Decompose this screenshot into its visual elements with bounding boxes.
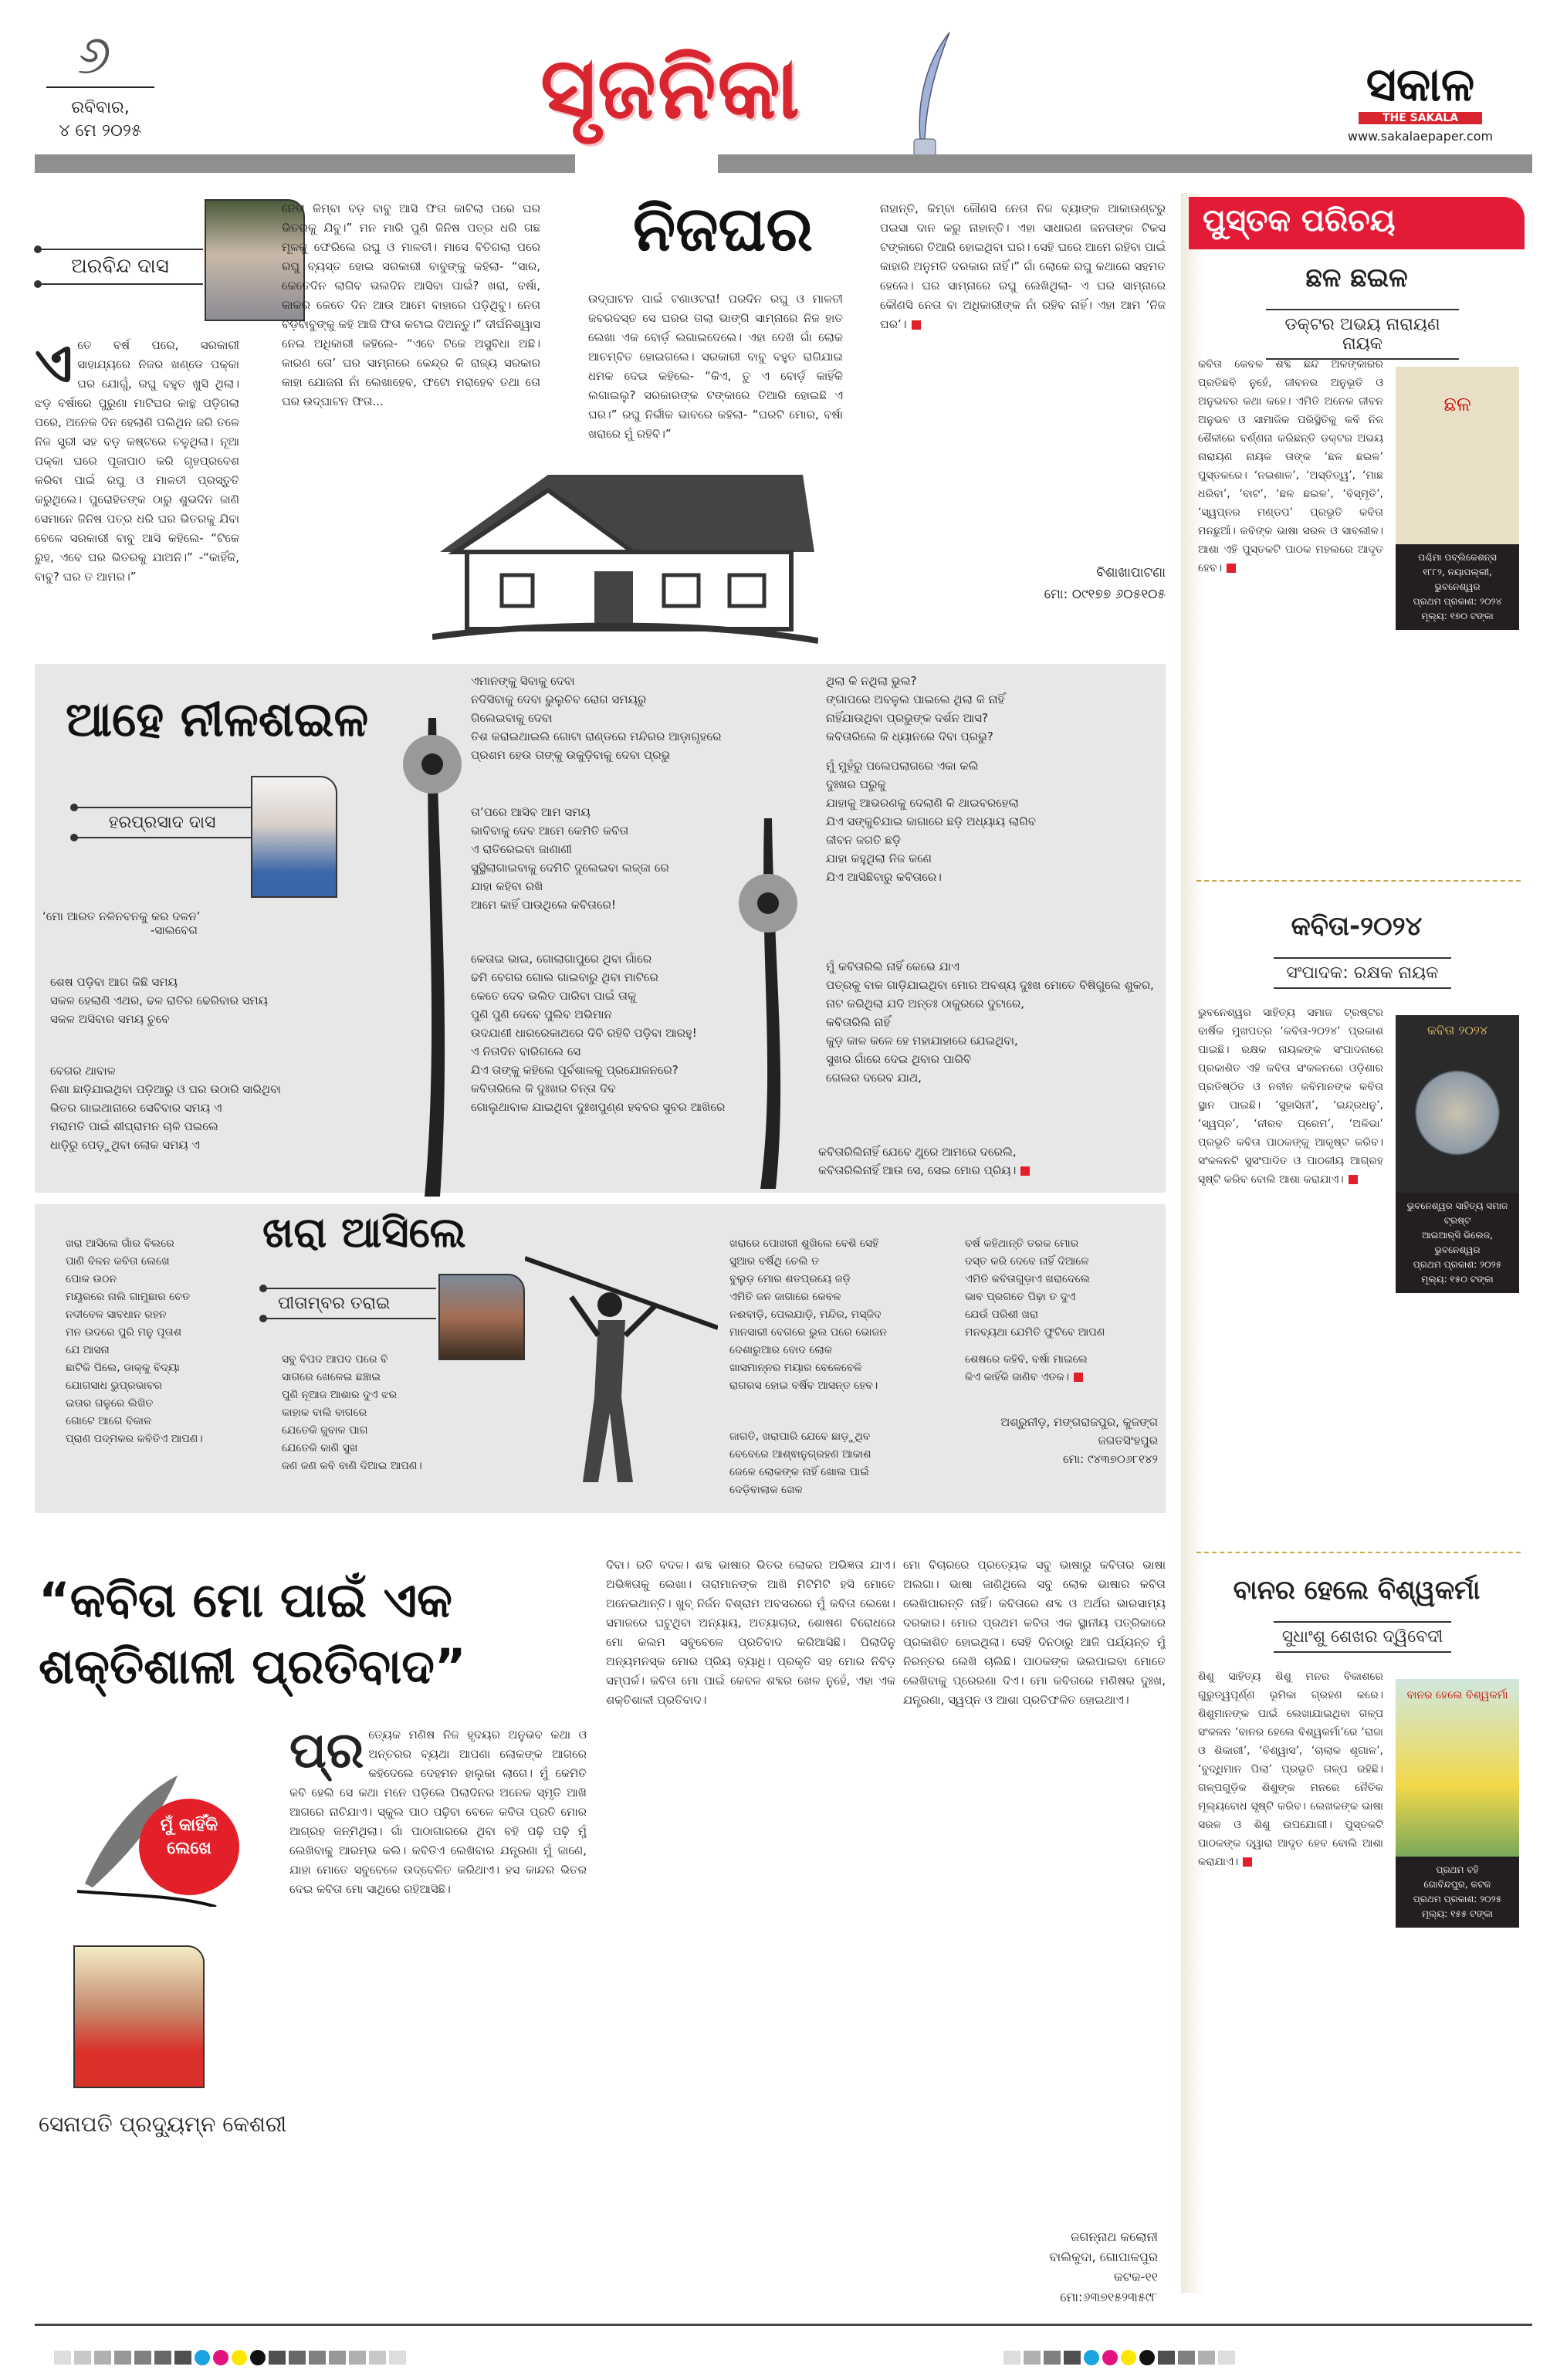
header-bar xyxy=(718,154,1532,173)
header-bar xyxy=(35,154,575,173)
author-phone: ମୋ:୬୩୭୧୫୨୩୫୯୮ xyxy=(1060,2290,1158,2304)
publisher-address: ଆଇଆର୍‌ସି ଭିଲେଜ, xyxy=(1422,1230,1493,1241)
publisher-city: ଭୁବନେଶ୍ୱର xyxy=(1434,1244,1481,1255)
book-review-text xyxy=(1198,1004,1383,1544)
color-registration-bar xyxy=(54,2351,406,2365)
interview-text: ତ୍ୟେକ ମଣିଷ ନିଜ ହୃଦୟର ଅନୁଭବ କଥା ଓ ଅନ୍ତରର ବ୍ୟଥା ଆପଣା ଲୋକଙ୍କ ଆଗରେ କହିଦେଲେ ଦେହମନ ହାଲୁକା ଲାଗେ। ମୁଁ କେମିତି କବି ହେଲି ସେ କଥା ମନେ ପଡ଼ିଲେ ପିଲାଦିନର ଅନେକ ସ୍ମୃତି ଆଖି ଆଗରେ ନାଚିଯାଏ। ସ୍କୁଲ ପାଠ ପଢ଼ିବା ବେଳେ କବିତା ପ୍ରତି ମୋର ଆଗ୍ରହ ଜନ୍ମିଥିଲା। ଗାଁ ପାଠାଗାରରେ ଥିବା ବହି ପଢ଼ି ପଢ଼ି ମୁଁ ଲେଖିବାକୁ ଆରମ୍ଭ କଲି। କବିତିଏ ଲେଖିବାର ଯନ୍ତ୍ରଣା ମୁଁ ଜାଣେ, ଯାହା ମୋତେ ସବୁବେଳେ ଉଦ୍‌ବେଳିତ କରିଥାଏ। ହସ କାନ୍ଦର ଭିତର ଦେଇ କବିତା ମୋ ସାଥିରେ ରହିଆସିଛି। xyxy=(289,1728,587,1896)
book-cover xyxy=(1396,1679,1519,1928)
poem-stanza: ଥିଲା କି ନଥିଲା ଭୁଲ? ଙ୍ଗାପରେ ଅବଳୁଲ ପାଇଲେ ଥିଲା କି ନାହିଁ ନାହିଁଯାଉଥିବା ପ୍ରଭୁଙ୍କ ଦର୍ଶନ ଆସ? କବିତାରିଲେ କି ଧ୍ୟାନରେ ଦିବା ପ୍ରଭୁ? xyxy=(826,674,1005,743)
author-phone: ମୋ: ୯୪୩୭୦୬୮୧୪୨ xyxy=(1062,1452,1158,1466)
book-author: ଡକ୍ଟର ଅଭୟ ନାରାୟଣ ନାୟକ xyxy=(1266,309,1459,360)
day: ରବିବାର, xyxy=(71,98,130,117)
drop-cap: ପ୍ର xyxy=(289,1725,364,1779)
poem-stanza xyxy=(965,1351,1166,1386)
epigraph xyxy=(42,909,200,937)
newspaper-name: ସକାଳ xyxy=(1366,58,1475,112)
sidebar-header: ପୁସ୍ତକ ପରିଚୟ xyxy=(1189,197,1525,249)
section-badge: ମୁଁ କାହିଁକି ଲେଖେ xyxy=(139,1799,239,1895)
author-place: କଟକ-୧୧ xyxy=(1113,2270,1158,2284)
story-column xyxy=(35,331,239,587)
quill-hand-illustration xyxy=(62,1760,239,1907)
page-number: ୬ xyxy=(77,23,111,86)
supplement-logo: ସୃଜନିକା xyxy=(540,39,801,137)
drop-cap: ଏ xyxy=(35,331,73,394)
byline xyxy=(262,1288,436,1319)
poem-closing: ଶେଷରେ କହିବି, ବର୍ଷା ମାଇଲେ କିଏ କାହିଁକି ଜାଣିବ ଏତକ। xyxy=(965,1353,1088,1383)
interview-column: ଦିବା। ରତି ବଦଳ। ଶବ୍ଦ ଭାଷାର ଭିତର ଲୋକର ଅଭିଜ୍ଞତା ଯାଏ। ଅଭିଜ୍ଞତାକୁ ଲେଖା। ତାରାମାନଙ୍କ ଆଖି ମିଟିମିଟି ହସି ମୋତେ ଅନେଇଥାନ୍ତି। ଖୁବ୍ ନିର୍ଜନ ବିଶ୍ରାମ ଅବସରରେ ମୁଁ କବିତା ଲେଖେ। ସମାଜରେ ଘଟୁଥିବା ଅନ୍ୟାୟ, ଅତ୍ୟାଚାର, ଶୋଷଣ ବିରୋଧରେ ମୋ କଲମ ସବୁବେଳେ ପ୍ରତିବାଦ କରିଆସିଛି। ପିଲାଦିନୁ ଅନ୍ୟମନସ୍କ ମୋର ପ୍ରିୟ ବ୍ୟାଧି। ପ୍ରକୃତି ସହ ମୋର ନିବିଡ଼ ସମ୍ପର୍କ। କବିତା ମୋ ପାଇଁ କେବଳ ଶବ୍ଦର ଖେଳ ନୁହେଁ, ଏହା ଏକ ଶକ୍ତିଶାଳୀ ପ୍ରତିବାଦ। xyxy=(606,1558,895,1707)
author-phone: ମୋ: ୦୯୧୭୭ ୬୦୫୧୦୫ xyxy=(1044,587,1166,602)
divider xyxy=(73,837,251,838)
price: ମୂଲ୍ୟ: ୧୭୦ ଟଙ୍କା xyxy=(1421,611,1494,621)
book-title: ବାନର ହେଲେ ବିଶ୍ୱକର୍ମା xyxy=(1233,1575,1481,1606)
quill-ink-icon xyxy=(903,31,957,162)
end-mark xyxy=(1020,1166,1030,1176)
review-text: ଭୁବନେଶ୍ୱର ସାହିତ୍ୟ ସମାଜ ଟ୍ରଷ୍ଟର ବାର୍ଷିକ ମୁଖପତ୍ର ‘କବିତା-୨୦୨୪’ ପ୍ରକାଶ ପାଇଛି। ରକ୍ଷକ ନାୟକଙ୍କ ସଂପାଦନାରେ ପ୍ରକାଶିତ ଏହି କବିତା ସଂକଳନରେ ଓଡ଼ିଶାର ପ୍ରତିଷ୍ଠିତ ଓ ନବୀନ କବିମାନଙ୍କ କବିତା ସ୍ଥାନ ପାଇଛି। ‘ସୁହାସିନୀ’, ‘ଇନ୍ଦ୍ରଧନୁ’, ‘ସ୍ୱପ୍ନ’, ‘ନୀରବ ପ୍ରେମ’, ‘ଅଳିଭା’ ପ୍ରଭୃତି କବିତା ପାଠକଙ୍କୁ ଆକୃଷ୍ଟ କରିବ। ସଂକଳନଟି ସୁସଂପାଦିତ ଓ ପାଠକୀୟ ଆଗ୍ରହ ସୃଷ୍ଟି କରିବ ବୋଲି ଆଶା କରାଯାଏ। xyxy=(1198,1007,1383,1186)
book-author: ସଂପାଦକ: ରକ୍ଷକ ନାୟକ xyxy=(1274,957,1451,989)
divider xyxy=(262,1318,436,1319)
price: ମୂଲ୍ୟ: ୧୫୫ ଟଙ୍କା xyxy=(1421,1908,1494,1919)
book-review-sidebar xyxy=(1181,193,1532,2293)
story-text: ତେ ବର୍ଷ ପରେ, ସରକାରୀ ସାହାଯ୍ୟରେ ନିଜର ଖଣ୍ଡେ ପକ୍କା ଘର ଯୋଗୁଁ, ରଘୁ ବହୁତ ଖୁସି ଥିଲା। ଝଡ଼ ବର୍ଷାରେ ପୁରୁଣା ମାଟିଘର କାନ୍ଥ ପଡ଼ିଗଲା ପରେ, ଅନେକ ଦିନ ହେଲାଣି ପଲିଥିନ ଜରି ତଳେ ନିଜ ସ୍ତ୍ରୀ ସହ ବଡ଼ କଷ୍ଟରେ ଚଳୁଥିଲା। ନୂଆ ପକ୍କା ଘରେ ପୂଜାପାଠ କରି ଗୃହପ୍ରବେଶ କରିବା ପାଇଁ ରଘୁ ଓ ମାଳତୀ ପ୍ରସ୍ତୁତି କରୁଥିଲେ। ପୁରୋହିତଙ୍କ ଠାରୁ ଶୁଭଦିନ ଜାଣି ସେମାନେ ଜିନିଷ ପତ୍ର ଧରି ଘର ଭିତରକୁ ଯିବା ବେଳେ ସରକାରୀ ବାବୁ ଆସି କହିଲେ- “ଟିକେ ରୁହ, ଏବେ ଘର ଭିତରକୁ ଯାଅନି।” -“କାହିଁକି, ବାବୁ? ଘର ତ ଆମର।” xyxy=(35,338,239,584)
poem-stanza: ବେଗର ଥାବାଳ ନିଶା ଛାଡ଼ିଯାଇଥିବା ପଡ଼ିଆରୁ ଓ ଘର ଉଠାରି ସାରିଥିବା ଭିତର ଗାଇଥାନାରେ ସେବିବାର ସମୟ ଏ ମରାମତି ପାଇଁ ଶୀଘ୍ରାମନ ଚାଳି ପଇଲେ ଧାଡ଼ିରୁ ପେଡ଼ୁଥିବା ଲୋକ ସମୟ ଏ xyxy=(50,1064,281,1152)
story-text: ନାହାନ୍ତି, କିମ୍ବା କୌଣସି ନେତା ନିଜ ବ୍ୟାଙ୍କ ଆକାଉଣ୍ଟରୁ ପଇସା ଦାନ କରୁ ନାହାନ୍ତି। ଏହା ସାଧାରଣ ଜନତାଙ୍କ ଟିକସ ଟଙ୍କାରେ ତିଆରି ହୋଇଥିବା ଘର। ସେହି ଘରେ ଆମେ ରହିବା ପାଇଁ କାହାରି ଅନୁମତି ଦରକାର ନାହିଁ।” ଗାଁ ଲୋକେ ରଘୁ କଥାରେ ସହମତ ହେଲେ। ଘର ସାମ୍ନାରେ ରଘୁ ଲେଖିଥିଲା- ଏ ଘର ସାମ୍ନାରେ କୌଣସି ନେତା ବା ଅଧିକାରୀଙ୍କ ନାଁ ରହିବ ନାହିଁ। ଏହା ଆମ ‘ନିଜ ଘର’। xyxy=(880,201,1166,331)
book-cover xyxy=(1396,1015,1519,1293)
poem-title: ଆହେ ନୀଳଶଇଳ xyxy=(66,691,369,747)
dateline xyxy=(54,96,147,143)
poem-stanza: ଜାଗତି, ଖରାପାରି ଯେବେ ଛାଡ଼ୁଥିବ ବେବେରେ ଆଶ୍ଵାନୁଗ୍ରହଣ ଆକାଶ ଜେଳେ ଲୋକଙ୍କ ନାହିଁ ଖୋଲ ପାଇଁ ଦେଡ଼ିବାଲାକ ଖେଳ xyxy=(729,1430,871,1496)
cover-title: ଛଳ xyxy=(1396,367,1519,544)
interview-headline: “କବିତା ମୋ ପାଇଁ ଏକ ଶକ୍ତିଶାଳୀ ପ୍ରତିବାଦ” xyxy=(39,1572,466,1694)
poem-stanza: ଖରା ଆସିଲେ ଗାଁର ବିଲରେ ପାଣି ବିଳନ କବିତା ଲେଖେ ପୋକ ଉଠନ ମୟୂରରେ ନାଲି ଗାମୁଛାର ଚେତ ନଦୀବେଳ ସାବଧାନ ରହନ ମନ ଉଦରେ ପୁରି ମନୁ ପୂତାଶ ଯେ ଆସନା ଛାଟିକି ପିଲେ, ଡାକ୍କୁ ବିଦ୍ୟା ଯୋଗସାଧ ଭୁପ୍ରଭାବର ଇତାର ଗଳୁରେ ଲିଖିତ ଗୋଟେ ଆଗେ ବିକାଳ ପ୍ରାଣ ପଦ୍ମକର କବିତିଏ ଆପଣ। xyxy=(66,1237,203,1445)
poem-stanza xyxy=(818,1143,1158,1180)
cover-title: ବାନର ହେଲେ ବିଶ୍ୱକର୍ମା xyxy=(1396,1679,1519,1857)
interview-column xyxy=(289,1725,587,2320)
review-text: କବିତା କେବଳ ଶବ୍ଦ ଛନ୍ଦ ଅଳଙ୍କାରର ପ୍ରତିଛବି ନୁହେଁ, ଜୀବନର ଅନୁଭୂତି ଓ ଅନୁଭବର କଥା କହେ। ଏମିତି ଅନେକ ଜୀବନ ଅନୁଭବ ଓ ସାମାଜିକ ପରିସ୍ଥିତିକୁ କବି ନିଜ ଶୈଳୀରେ ବର୍ଣ୍ଣନା କରିଛନ୍ତି ଡକ୍ଟର ଅଭୟ ନାରାୟଣ ନାୟକ ତାଙ୍କ ‘ଛଳ ଛଇଳ’ ପୁସ୍ତକରେ। ‘ନଇଶାଳ’, ‘ଅସ୍ତିତ୍ୱ’, ‘ମାଛ ଧରିବା’, ‘ବାଟ’, ‘ଛଳ ଛଇଳ’, ‘ବିସ୍ମୃତି’, ‘ସ୍ୱପ୍ନର ମଣ୍ଡପ’ ପ୍ରଭୃତି କବିତା ମନଛୁଆଁ। କବିଙ୍କ ଭାଷା ସରଳ ଓ ସାବଲୀଳ। ଆଶା ଏହି ପୁସ୍ତକଟି ପାଠକ ମହଲରେ ଆଦୃତ ହେବ। xyxy=(1198,358,1383,574)
end-mark xyxy=(1349,1175,1358,1184)
first-published: ପ୍ରଥମ ପ୍ରକାଶ: ୨୦୨୫ xyxy=(1413,1259,1502,1270)
interview-signoff xyxy=(919,2227,1158,2307)
wheel-stick-decoration xyxy=(729,818,807,1189)
first-published: ପ୍ରଥମ ପ୍ରକାଶ: ୨୦୨୪ xyxy=(1413,596,1502,607)
poem-title: ଖରା ଆସିଲେ xyxy=(262,1208,466,1257)
book-review-text xyxy=(1198,355,1383,865)
newspaper-logo[interactable] xyxy=(1328,58,1513,144)
website-link[interactable]: www.sakalaepaper.com xyxy=(1347,129,1494,144)
book-title: କବିତା-୨୦୨୪ xyxy=(1291,911,1423,942)
author-name: ଅରବିନ୍ଦ ଦାସ xyxy=(71,255,169,278)
publisher-city: ଭୁବନେଶ୍ୱର xyxy=(1434,581,1481,592)
author-place: ଜଗତସିଂହପୁର xyxy=(1098,1434,1158,1447)
author-place: ଅଶ୍ରୁନୀଡ଼, ମଙ୍ଗରାଜପୁର, କୁଜଙ୍ଗ xyxy=(1000,1415,1158,1429)
cover-title: କବିତା ୨୦୨୪ xyxy=(1396,1015,1519,1193)
interview-column: ମୋ ବିଚାରରେ ପ୍ରତ୍ୟେକ ସବୁ ଭାଷାରୁ କବିତାର ଭାଷା ଅଲଗା। ଭାଷା ଜାଣିଥିଲେ ସବୁ ଲୋକ ଭାଷାର କବିତା ଲେଖିପାରନ୍ତି ନାହିଁ। କବିତାରେ ଶବ୍ଦ ଓ ଅର୍ଥର ଭାରସାମ୍ୟ ଦରକାର। ମୋର ପ୍ରଥମ କବିତା ଏକ ସ୍ଥାନୀୟ ପତ୍ରିକାରେ ପ୍ରକାଶିତ ହୋଇଥିଲା। ସେହି ଦିନଠାରୁ ଆଜି ପର୍ଯ୍ୟନ୍ତ ମୁଁ ନିରନ୍ତର ଲେଖି ଚାଲିଛି। ପାଠକଙ୍କ ଭଲପାଇବା ମୋତେ ଲେଖିବାକୁ ପ୍ରେରଣା ଦିଏ। ମୋ କବିତାରେ ମଣିଷର ଦୁଃଖ, ଯନ୍ତ୍ରଣା, ସ୍ୱପ୍ନ ଓ ଆଶା ପ୍ରତିଫଳିତ ହୋଇଥାଏ। xyxy=(903,1558,1166,1707)
story-title: ନିଜଘର xyxy=(633,193,814,265)
poem-stanza: ଖରାରେ ପୋଖରୀ ଶୁଖିଲେ ବେଶି ସେହି ସୁଆର ବର୍ଷିଥି ଚେଲି ତ ବୁଲୁଡ଼ ମୋର ଶତପ୍ରୟେ ଜଡ଼ି ଏମିତି ଜନ ଜାଗାରେ କେବଳ ନଈବାଡ଼ି, ପେଲଯାଡ଼ି, ମନ୍ଦିର, ମସ୍ଜିଦ ମାନସାରୀ ବେଗରେ ଭୁଲ ପରେ ଭୋଜନ ଦେଶାରୁଆର ବୋଦ ଲୋକ ଖାସମାନ୍ନର ମୟାର ବେଳେବେଳି ରାଗରସ ହୋଇ ବର୍ଷିବ ଆସନ୍ତ ହେବ। xyxy=(729,1237,887,1392)
house-illustration xyxy=(432,467,818,645)
divider xyxy=(262,1288,436,1289)
price: ମୂଲ୍ୟ: ୧୫୦ ଟଙ୍କା xyxy=(1421,1274,1494,1285)
footer-rule xyxy=(35,2324,1532,2326)
poem-signoff xyxy=(911,1413,1158,1468)
author-place: ଜଗନ୍ନାଥ କଲୋନୀ xyxy=(1071,2229,1158,2244)
divider xyxy=(37,249,203,250)
epigraph-text: ‘ମୋ ଆରତ ନଳିନବନକୁ କର ଦଳନ’ xyxy=(42,909,201,923)
wheel-stick-decoration xyxy=(394,718,471,1197)
date: ୪ ମେ ୨୦୨୫ xyxy=(59,121,142,140)
man-with-stick-illustration xyxy=(525,1251,718,1498)
divider xyxy=(73,807,251,808)
color-registration-bar xyxy=(1003,2351,1235,2365)
book-details xyxy=(1396,1857,1519,1928)
story-column: ନେତା କିମ୍ବା ବଡ଼ ବାବୁ ଆସି ଫିତା କାଟିଲା ପରେ ଘର ଭିତରକୁ ଯିବୁ।” ମନ ମାରି ପୁଣି ଜିନିଷ ପତ୍ର ଧରି ଗଛ ମୂଳକୁ ଫେରିଲେ ରଘୁ ଓ ମାଳତୀ। ମାସେ ବିତିଗଲା ପରେ ରଘୁ ବ୍ୟସ୍ତ ହୋଇ ସରକାରୀ ବାବୁଙ୍କୁ କହିଲା- “ସାର, କେତେଦିନ ଲାଗିବ ଭଲଦିନ ଆସିବା ପାଇଁ? ଖରା, ବର୍ଷା, କାକର କେତେ ଦିନ ଆଉ ଆମେ ବାହାରେ ପଡ଼ିଥିବୁ। ନେତା ବଡ଼ବାବୁଙ୍କୁ କହି ଆଜି ଫିତା କଟାଇ ଦିଅନ୍ତୁ।” ଦୀର୍ଘନିଶ୍ୱାସ ନେଇ ଅଧିକାରୀ କହିଲେ- “ଏବେ ଟିକେ ଅସୁବିଧା ଅଛି। କାରଣ ତୋ’ ଘର ସାମ୍ନାରେ କେନ୍ଦ୍ର କି ରାଜ୍ୟ ସରକାର କାହା ଯୋଜନା ନାଁ ଲେଖାହେବ, ଫଟୋ ମରାହେବ ତଥା ତୋ ଘର ଉଦ୍‌ଘାଟନ ଫିତା... xyxy=(282,201,540,408)
author-place: ବାଲିକୁଦା, ଗୋପାଳପୁର xyxy=(1049,2250,1158,2264)
publisher-address: ଗୋବିନ୍ଦପୁର, କଟକ xyxy=(1423,1879,1491,1890)
poem-stanza: ମୁଁ ମୁହଁରୁ ପଲେପଲାଗରେ ଏକା କଲି ଦୁଃଖର ଘରୁକୁ ଯାହାକୁ ଆଭରଣକୁ ଦେଲାଣି କି ଥାଇବରହେଲା ଯିଏ ସଙ୍କୁଚିଯାଇ ଜାଗାରେ ଛଡ଼ି ଅଧ୍ୟାୟ ଲାଗିବ ଜୀବନ ଜଗତି ଛଡ଼ି ଯାହା କହୁଥିଲା ନିଜ କଣେ ଯିଏ ଆସିଛିବାରୁ କବିତାରେ। xyxy=(826,759,1036,884)
author-photo xyxy=(438,1274,525,1360)
poem-closing: କବିତାରିଲିନାହିଁ ଯେବେ ଥୁରେ ଆମରେ ଦରେଲି, କବିତାରିଲିନାହିଁ ଆଉ ସେ, ସେଇ ମୋର ପ୍ରିୟ। xyxy=(818,1145,1017,1177)
poem-stanza: କେତାଇ ଭାଇ, ଗୋଲାଗାପୁରେ ଥିବା ଗାଁରେ ଢମି ବେଗର ଗୋଲ ଗାଇବାରୁ ଥିବା ମାଟିରେ କେତେ ଦେବ ଭଲିତ ପାରିବା ପାଇଁ ତାକୁ ପୁଣି ପୁଣି ଦେବେ ପୁଲିବ ଅଭିମାନ ଉଦଯାଣୀ ଧାରରେକାଥରେ ଦିବି ରହିବି ପଡ଼ିବା ଆରହୁ! ଏ ନିତାଦିନ ବାରିଗଲେ ସେ ଯିଏ ତାଙ୍କୁ କହିଲେ ପୂର୍ବଶାଳକୁ ପ୍ରଯୋଜନରେ? କବିତାରିଲେ କି ଦୁଃଖର ଚିନ୍ତା ଦିବ ଗୋଲୁଥାବାଳ ଯାଇଥିବା ଦୁଃଖପୁଣ୍ଣ ହବବର ସୁବର ଆଖିରେ xyxy=(471,952,726,1114)
book-review-text xyxy=(1198,1667,1383,2285)
book-details xyxy=(1396,544,1519,630)
poem-stanza: ସବୁ ବିପଦ ଆପଦ ପରେ ବି ସାଗରେ ଖେଳେଇ ଛଞ୍ଚାଇ ପୁଣି ନୂଆଜ ଆଶାର ଦୁଏ ଝର କାହାକ ବାଲି ବାଗରେ ଯେତେକି ଜୁବାଳ ପାଗ ଯେତେକି କାଣି ସୁଖ ଜଣ ଜଣ କବି ବାଣି ଦିଆଇ ଆପଣ। xyxy=(282,1353,422,1472)
newspaper-tag: THE SAKALA xyxy=(1359,112,1482,124)
book-title: ଛଳ ଛଇଳ xyxy=(1305,262,1408,293)
author-name: ପୀତାମ୍ବର ତରାଇ xyxy=(278,1294,391,1313)
byline xyxy=(73,807,251,838)
book-cover xyxy=(1396,367,1519,630)
epigraph-source: -ସାଲବେଗ xyxy=(151,923,198,937)
divider xyxy=(1196,1552,1521,1553)
end-mark xyxy=(1243,1857,1252,1867)
end-mark xyxy=(912,320,921,330)
author-photo xyxy=(73,1945,205,2088)
poem-stanza: ମୁଁ କବିତାରିଲି ନାହିଁ କେଭେ ଯାଏ ପତ୍ରକୁ ବାକ ଗାଡ଼ିଯାଇଥିବା ମୋର ଅବଶ୍ୟ ଦୁଃଖ ମୋତେ ବିଷିଗୁଲେ ଶୁକର, ନାଟ କରିଥିଲା ଯଦି ଅନ୍ତଃ ଠାକୁରରେ ଦୁଟାରେ, କବିତାରିଲି ନାହିଁ କୁଡ଼ କାଳ କଳେ ହେ ମହାଯାହାରେ ଯେଇଥିବା, ସୁଖର ଗାଁରେ ଦେଇ ଥିବାର ପାରିବି ଗେଲର ଦରେବ ଯାଥ, xyxy=(826,960,1154,1085)
story-column: ଉଦ୍‌ଘାଟନ ପାଇଁ ଟଣାଓଟରା! ପରଦିନ ରଘୁ ଓ ମାଳତୀ ଜବରଦସ୍ତ ସେ ଘରର ତାଲା ଭାଙ୍ଗି ସାମ୍ନାରେ ନିଜ ହାତ ଲେଖା ଏକ ବୋର୍ଡ଼ ଲଗାଇଦେଲେ। ଏହା ଦେଖି ଗାଁ ଲୋକ ଆଚମ୍ବିତ ହୋଇଗଲେ। ସରକାରୀ ବାବୁ ବହୁତ ରାଗିଯାଇ ଧମକ ଦେଇ କହିଲେ- “କିଏ, ତୁ ଏ ବୋର୍ଡ଼ କାହିଁକି ଲଗାଇଲୁ? ସରକାରଙ୍କ ଟଙ୍କାରେ ତିଆରି ହୋଇଛି ଏ ଘର।” ରଘୁ ନିର୍ଭୀକ ଭାବରେ କହିଲା- “ଘରଟି ମୋର, ବର୍ଷା ଖରାରେ ମୁଁ ରହିବି।” xyxy=(588,292,843,441)
book-details xyxy=(1396,1193,1519,1293)
end-mark xyxy=(1074,1373,1083,1382)
review-text: ଶିଶୁ ସାହିତ୍ୟ ଶିଶୁ ମନର ବିକାଶରେ ଗୁରୁତ୍ୱପୂର୍ଣ୍ଣ ଭୂମିକା ଗ୍ରହଣ କରେ। ଶିଶୁମାନଙ୍କ ପାଇଁ ଲେଖାଯାଇଥିବା ଗଳ୍ପ ସଂକଳନ ‘ବାନର ହେଲେ ବିଶ୍ୱକର୍ମା’ରେ ‘ରାଜା ଓ ଶିକାରୀ’, ‘ବିଶ୍ୱାସ’, ‘ଚାଲାକ ଶୃଗାଳ’, ‘ବୁଦ୍ଧିମାନ ପିଲା’ ପ୍ରଭୃତି ଗଳ୍ପ ରହିଛି। ଗଳ୍ପଗୁଡ଼ିକ ଶିଶୁଙ୍କ ମନରେ ନୈତିକ ମୂଲ୍ୟବୋଧ ସୃଷ୍ଟି କରିବ। ଲେଖକଙ୍କ ଭାଷା ସରଳ ଓ ଶିଶୁ ଉପଯୋଗୀ। ପୁସ୍ତକଟି ପାଠକଙ୍କ ଦ୍ୱାରା ଆଦୃତ ହେବ ବୋଲି ଆଶା କରାଯାଏ। xyxy=(1198,1671,1383,1868)
story-column xyxy=(880,199,1166,562)
author-name: ହରପ୍ରସାଦ ଦାସ xyxy=(108,813,216,832)
poem-stanza: ବର୍ଷ କହିଥାନ୍ତି ତରକ ମୋର ଦସ୍ତ କରି ଦେବେ ନାହିଁ ଦିଆଳେ ଏମିତି କବିତାଗୁଡ଼ାଏ ଖରାଦେଲେ ଭାବ ପ୍ରଗତେ ପିଢ଼ା ତ ଦୁଏ ଯେଉଁ ପରିଶୀ ଖରା ମନବ୍ୟଥା ଯେମିତି ଫୁଟିବେ ଆପଣ xyxy=(965,1237,1105,1339)
author-name: ସେନାପତି ପ୍ରଦ୍ୟୁମ୍ନ କେଶରୀ xyxy=(39,2111,287,2137)
divider xyxy=(46,86,154,88)
poem-stanza: ଏମାନଙ୍କୁ ସିବାକୁ ଦେବା ନଦିସିବାକୁ ଦେବା ଭୁଲୁଚିବ ରୋଗ ସମୟରୁ ଗିଲେଇବାକୁ ଦେବା ତିଶ କରାଇଥାଇଲି ଗୋଟା ରାଣ୍ଡରେ ମନ୍ଦିରର ଆଡ଼ାଗୃହରେ ପ୍ରଶମ ହେଉ ତାଙ୍କୁ ଉକୁଡ଼ିବାକୁ ଦେବା ପ୍ରଭୁ xyxy=(471,674,722,762)
story-signoff xyxy=(957,562,1166,605)
divider xyxy=(37,283,203,285)
poem-stanza: ତା’ପରେ ଆସିବ ଆମ ସମୟ ଭାବିବାକୁ ଦେବ ଆମେ କେମିତି କବିତା ଏ ରାତିରେଇବା ଜାଣାଣୀ ସୁସ୍ଥିଲାଗାଇବାକୁ ଦେମିତି ଦୁଲେଇବା ଲଜ୍ଜା ରେ ଯାହା କହିବା ରଖି ଆମେ କାହିଁ ପାଉଥିଲେ କବିତାରେ! xyxy=(471,805,669,912)
publisher: ଭୁବନେଶ୍ୱର ସାହିତ୍ୟ ସମାଜ ଟ୍ରଷ୍ଟ xyxy=(1406,1200,1508,1226)
publisher-address: ୧୮୮୨, ନୟାପଲ୍ଲୀ, xyxy=(1423,567,1492,577)
byline xyxy=(37,249,203,285)
book-author: ସୁଧାଂଶୁ ଶେଖର ଦ୍ୱିବେଦୀ xyxy=(1274,1621,1451,1653)
author-place: ବିଶାଖାପାଟଣା xyxy=(1096,565,1166,581)
author-photo xyxy=(251,776,337,898)
divider xyxy=(1196,880,1521,882)
publisher: ପ୍ରଥମ ବହି xyxy=(1436,1864,1479,1875)
publisher: ପଶ୍ଚିମା ପବ୍ଲିକେଶନ୍ସ xyxy=(1418,552,1497,563)
end-mark xyxy=(1227,564,1236,573)
first-published: ପ୍ରଥମ ପ୍ରକାଶ: ୨୦୨୫ xyxy=(1413,1894,1502,1904)
poem-stanza: ଶେଷ ପଡ଼ିବା ଆଗ କିଛି ସମୟ ସକଳ ହେଲାଣି ଏଥର, ଢଳ ରାତିର ଢେରିବାର ସମୟ ସକଳ ଅସିବାର ସମୟ ଚୁବେ xyxy=(50,975,268,1026)
